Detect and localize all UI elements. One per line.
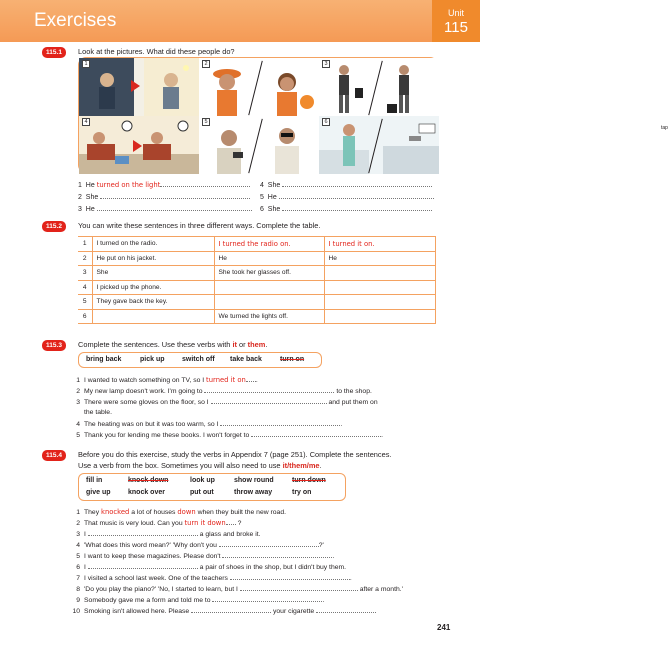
verb-item: pick up (140, 356, 165, 363)
line-text: . (332, 553, 335, 560)
answer-input[interactable]: down (177, 508, 196, 516)
line-number: 6 (260, 206, 264, 213)
ex1-answer-4 (260, 181, 432, 189)
line-text: the table. (84, 409, 112, 416)
line-number: 7 (76, 575, 80, 582)
ex3-line-3 (68, 398, 378, 406)
ex4-line-10 (68, 607, 376, 615)
verb-item: knock over (128, 489, 165, 496)
answer-input[interactable] (88, 563, 198, 569)
line-number: 1 (76, 377, 80, 384)
answer-input[interactable]: turn it down (184, 519, 226, 527)
line-text: after a month.' (359, 586, 403, 593)
exercise-badge-115-3: 115.3 (42, 340, 66, 351)
line-number: 3 (76, 399, 80, 406)
unit-number: 115 (444, 19, 468, 36)
arrow-icon (133, 140, 142, 152)
instruction-text: . (265, 340, 268, 349)
answer-input[interactable] (88, 530, 198, 536)
instruction-text: or (236, 340, 248, 349)
verb-item: switch off (182, 356, 215, 363)
cell-text: He (218, 254, 227, 262)
line-text: That music is very loud. Can you (84, 520, 183, 527)
keyword-pronouns: it/them/me (282, 461, 320, 470)
answer-input[interactable] (282, 205, 432, 211)
line-text: when they built the new road. (197, 509, 287, 516)
line-text: . (322, 597, 325, 604)
verb-item: fill in (86, 477, 103, 484)
ex4-instruction-1: Before you do this exercise, study the verbs in Appendix 7 (page 251). Complete the sentences. (78, 450, 392, 459)
answer-input[interactable] (222, 552, 335, 560)
line-subject: She (267, 182, 281, 189)
ex1-answer-1 (78, 181, 250, 189)
instruction-text: . (319, 461, 322, 470)
unit-label: Unit (447, 8, 464, 18)
line-number: 4 (76, 542, 80, 549)
ex4-line-2 (68, 519, 241, 527)
picture-4 (79, 116, 199, 174)
ex4-line-6 (68, 563, 346, 571)
line-number: 1 (76, 509, 80, 516)
row-number: 1 (78, 237, 92, 252)
line-number: 9 (76, 597, 80, 604)
line-text: Thank you for lending me these books. I won't forget to (84, 432, 250, 439)
verb-item: put out (190, 489, 214, 496)
picture-6 (319, 116, 668, 174)
instruction-text: Complete the sentences. Use these verbs with (78, 340, 233, 349)
ex4-line-9 (68, 596, 324, 604)
table-cell[interactable] (324, 237, 436, 252)
exercise-badge-115-2: 115.2 (42, 221, 66, 232)
verb-item: bring back (86, 356, 122, 363)
line-number: 8 (76, 586, 80, 593)
line-text: . (340, 421, 343, 428)
line-number: 3 (76, 531, 80, 538)
picture-2 (199, 58, 319, 116)
keyword-it: it (232, 340, 237, 349)
arrow-icon (131, 80, 140, 92)
answer-input[interactable] (240, 585, 358, 591)
ex3-line-5 (68, 431, 383, 439)
line-text: My new lamp doesn't work. I'm going to (84, 388, 203, 395)
line-number: 2 (76, 520, 80, 527)
ex1-instruction: Look at the pictures. What did these people do? (78, 47, 235, 56)
line-number: 5 (76, 553, 80, 560)
table-cell: He put on his jacket. (92, 251, 214, 266)
page-number: 241 (437, 623, 451, 632)
table-cell[interactable] (214, 280, 324, 295)
ex1-answer-5 (260, 193, 434, 201)
man-sunglasses-illustration (199, 116, 319, 174)
line-number: 4 (76, 421, 80, 428)
line-text: . (255, 377, 258, 384)
cell-text: He (328, 254, 337, 262)
table-cell[interactable] (324, 251, 436, 266)
answer-text: I turned the radio on. (218, 239, 291, 248)
line-number: 1 (78, 182, 82, 189)
instruction-text: Use a verb from the box. Sometimes you will also need to use (78, 461, 283, 470)
row-number: 2 (78, 251, 92, 266)
picture-3 (319, 58, 439, 116)
line-text: your cigarette (272, 608, 315, 615)
verb-item-used: turn on (280, 356, 305, 363)
woman-hat-illustration (199, 58, 319, 116)
picture-number: 3 (322, 60, 330, 68)
line-subject: He (267, 194, 277, 201)
line-text: I visited a school last week. One of the teachers (84, 575, 228, 582)
table-cell[interactable] (324, 295, 436, 310)
ex3-instruction (78, 340, 267, 349)
verb-item-used: turn down (292, 477, 326, 484)
woman-tap-illustration (319, 116, 439, 174)
line-text: 'What does this word mean?' 'Why don't you (84, 542, 217, 549)
line-text: The heating was on but it was too warm, so I (84, 421, 219, 428)
line-number: 2 (78, 194, 82, 201)
line-subject: She (267, 206, 281, 213)
line-number: 4 (260, 182, 264, 189)
verb-item-used: knock down (128, 477, 169, 484)
line-number: 6 (76, 564, 80, 571)
ex4-line-8 (68, 585, 403, 593)
line-subject: He (85, 206, 95, 213)
table-cell[interactable] (214, 237, 324, 252)
table-cell[interactable] (324, 309, 436, 324)
ex4-line-3 (68, 530, 261, 538)
answer-input[interactable] (316, 607, 376, 613)
picture-5 (199, 116, 319, 174)
answer-input[interactable] (230, 574, 350, 580)
picture-number: 6 (322, 118, 330, 126)
ex4-line-5 (68, 552, 334, 560)
answer-input[interactable] (204, 387, 334, 393)
line-number: 3 (78, 206, 82, 213)
line-text: There were some gloves on the floor, so I (84, 399, 209, 406)
sentence-table (78, 236, 436, 324)
table-cell: I picked up the phone. (92, 280, 214, 295)
page-title: Exercises (34, 10, 117, 31)
line-text: a lot of houses (131, 509, 176, 516)
answer-input[interactable] (279, 193, 434, 199)
ex3-line-1 (68, 376, 258, 384)
line-text: . (349, 575, 352, 582)
ex3-line-4 (68, 420, 342, 428)
answer-input[interactable] (219, 541, 319, 547)
exercise-badge-115-1: 115.1 (42, 47, 66, 58)
line-number: 10 (72, 608, 80, 615)
answer-dots (160, 181, 250, 187)
answer-input[interactable]: turned on the light (96, 181, 161, 189)
ex3-line-2 (68, 387, 372, 395)
line-text: ?' (318, 542, 324, 549)
row-number: 5 (78, 295, 92, 310)
line-text: I wanted to watch something on TV, so I (84, 377, 205, 384)
line-subject: She (85, 194, 99, 201)
answer-input[interactable] (100, 193, 250, 199)
verb-item: take back (230, 356, 262, 363)
table-cell[interactable] (92, 309, 214, 324)
line-text: 'Do you play the piano?' 'No, I started to learn, but I (84, 586, 238, 593)
table-cell: I turned on the radio. (92, 237, 214, 252)
ex4-line-7 (68, 574, 352, 582)
line-text: . (381, 432, 384, 439)
row-number: 3 (78, 266, 92, 281)
tap-sign-text: tap (661, 125, 668, 131)
table-cell[interactable] (324, 266, 436, 281)
verb-item: give up (86, 489, 111, 496)
answer-input[interactable] (212, 596, 325, 604)
verb-item: show round (234, 477, 274, 484)
table-cell: We turned the lights off. (214, 309, 324, 324)
line-text: and put them on (328, 399, 378, 406)
ex1-answer-2 (78, 193, 250, 201)
exercise-badge-115-4: 115.4 (42, 450, 66, 461)
table-row (78, 251, 436, 266)
cell-text: She (96, 269, 109, 277)
answer-input[interactable] (251, 431, 384, 439)
line-text: ? (237, 520, 242, 527)
answer-input[interactable] (97, 205, 252, 211)
keyword-them: them (247, 340, 266, 349)
verb-item: look up (190, 477, 215, 484)
line-text: I want to keep these magazines. Please don't (84, 553, 221, 560)
ex1-answer-6 (260, 205, 432, 213)
ex3-line-3b (68, 409, 112, 416)
table-cell[interactable] (214, 295, 324, 310)
line-number: 2 (76, 388, 80, 395)
table-cell: She took her glasses off. (214, 266, 324, 281)
picture-strip (78, 57, 668, 173)
answer-input[interactable] (220, 420, 343, 428)
line-text: I (84, 531, 86, 538)
table-cell: They gave back the key. (92, 295, 214, 310)
answer-input[interactable]: turned it on (206, 376, 246, 384)
verb-item: try on (292, 489, 312, 496)
row-number: 4 (78, 280, 92, 295)
table-cell[interactable] (214, 251, 324, 266)
answer-input[interactable]: knocked (101, 508, 130, 516)
table-row (78, 295, 436, 310)
answer-text: I turned it on. (328, 239, 375, 248)
picture-number: 2 (202, 60, 210, 68)
table-row (78, 237, 436, 252)
line-text: Somebody gave me a form and told me to (84, 597, 211, 604)
answer-dots (246, 376, 256, 382)
table-cell[interactable] (324, 280, 436, 295)
line-text: a glass and broke it. (199, 531, 261, 538)
line-text: a pair of shoes in the shop, but I didn't buy them. (199, 564, 347, 571)
picture-1 (79, 58, 199, 116)
line-text: They (84, 509, 100, 516)
picture-number: 1 (82, 60, 90, 68)
line-number: 5 (260, 194, 264, 201)
ex4-line-1 (68, 508, 286, 516)
ex2-instruction: You can write these sentences in three different ways. Complete the table. (78, 221, 321, 230)
ex4-instruction-2 (78, 461, 322, 470)
ex4-line-4 (68, 541, 324, 549)
picture-number: 4 (82, 118, 90, 126)
line-text: to the shop. (336, 388, 372, 395)
row-number: 6 (78, 309, 92, 324)
ex1-answer-3 (78, 205, 252, 213)
line-text: I (84, 564, 86, 571)
table-cell[interactable] (92, 266, 214, 281)
table-row (78, 309, 436, 324)
unit-badge (432, 0, 480, 42)
table-row (78, 280, 436, 295)
line-text: Smoking isn't allowed here. Please (84, 608, 190, 615)
man-bag-illustration (319, 58, 439, 116)
table-row (78, 266, 436, 281)
answer-input[interactable] (191, 607, 271, 613)
verb-item: throw away (234, 489, 273, 496)
picture-number: 5 (202, 118, 210, 126)
line-number: 5 (76, 432, 80, 439)
line-subject: He (85, 182, 95, 189)
answer-dots (226, 519, 236, 525)
answer-input[interactable] (211, 398, 327, 404)
answer-input[interactable] (282, 181, 432, 187)
